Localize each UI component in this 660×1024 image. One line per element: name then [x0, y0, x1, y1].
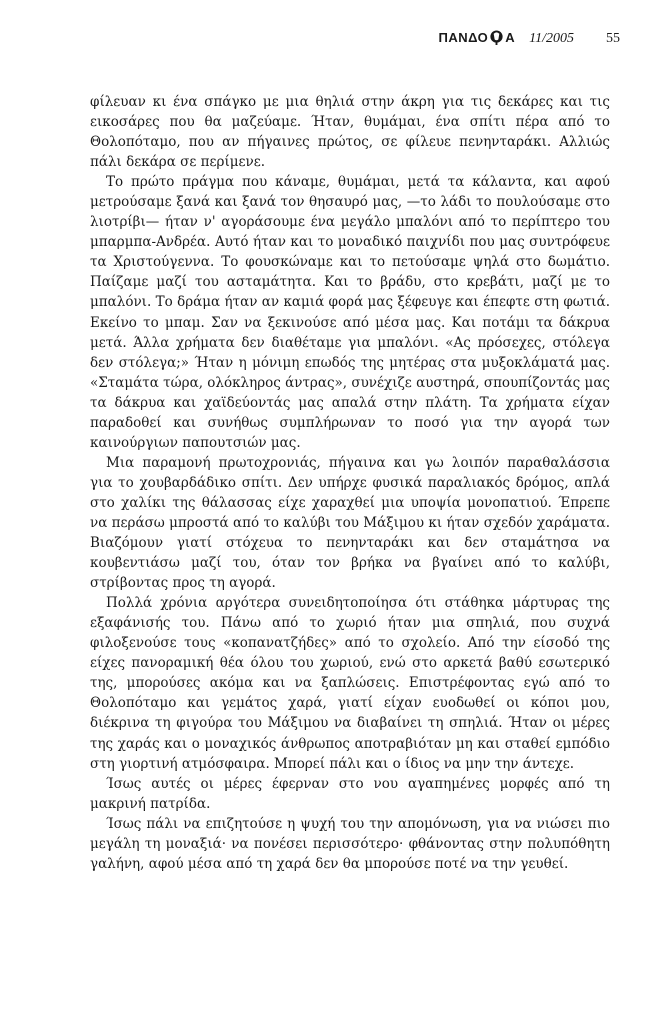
magazine-name-left: ΠΑΝΔΟ — [438, 30, 489, 45]
paragraph: Το πρώτο πράγμα που κάναμε, θυμάμαι, μετά τα κάλαντα, και αφού μετρούσαμε ξανά και ξανά τον θησαυρό μας, —το λάδι το πουλούσαμε στο λιοτρίβι— ήταν ν' αγοράσουμε ένα μεγάλο μπαλόνι από το περίπτερο του μπαρμπα-Ανδρέα. Αυτό ήταν και το μοναδικό παιχνίδι που μας συντρόφευε τα Χριστούγεννα. Το φουσκώναμε και το πετούσαμε ψηλά στο δωμάτιο. Παίζαμε μαζί του ασταμάτητα. Και το βράδυ, στο κρεβάτι, μαζί με το μπαλόνι. Το δράμα ήταν αν καμιά φορά μας ξέφευγε και έπεφτε στη φωτιά. Εκείνο το μπαμ. Σαν να ξεκινούσε από μέσα μας. Και ποτάμι τα δάκρυα μετά. Άλλα χρήματα δεν διαθέταμε για μπαλόνι. «Ας πρόσεχες, στόλεγα δεν στόλεγα;» Ήταν η μόνιμη επωδός της μητέρας στα μυξοκλάματά μας. «Σταμάτα τώρα, ολόκληρος άντρας», συνέχιζε αυστηρά, σπουπίζοντάς μας τα δάκρυα και χαϊδεύοντάς μας απαλά στην πλάτη. Τα χρήματα είχαν παραδοθεί και συνήθως συμπλήρωναν το ποσό για την αγορά των καινούργιων παπουτσιών μας. — [90, 174, 610, 451]
paragraph: Πολλά χρόνια αργότερα συνειδητοποίησα ότι στάθηκα μάρτυρας της εξαφάνισής του. Πάνω από το χωριό ήταν μια σπηλιά, που συχνά φιλοξενούσε τους «κοπανατζήδες» από το σχολείο. Από την είσοδό της είχες πανοραμική θέα όλου του χωριού, ενώ στο αρκετά βαθύ εσωτερικό της, μπορούσες ακόμα και να ξαπλώσεις. Επιστρέφοντας εγώ από το Θολοπόταμο και γεμάτος χαρά, γιατί είχαν ευοδωθεί οι κόποι μου, διέκρινα τη φιγούρα του Μάξιμου να διαβαίνει τη σπηλιά. Ήταν οι μέρες της χαράς και ο μοναχικός άνθρωπος αποτραβιόταν μη και σταθεί εμπόδιο στη γιορτινή ατμόσφαιρα. Μπορεί πάλι και ο ίδιος να μην την άντεχε. — [90, 595, 610, 772]
magazine-name-right: Α — [505, 30, 516, 45]
magazine-logo — [438, 30, 515, 45]
article-body — [90, 92, 610, 874]
page-header — [400, 30, 620, 54]
jar-icon — [489, 30, 504, 45]
paragraph: Ίσως πάλι να επιζητούσε η ψυχή του την απομόνωση, για να νιώσει πιο μεγάλη τη μοναξιά· να πονέσει περισσότερο· φθάνοντας στην πολυπόθητη γαλήνη, αφού μέσα από τη χαρά δεν θα μπορούσε ποτέ να την γευθεί. — [90, 815, 610, 872]
paragraph: φίλευαν κι ένα σπάγκο με μια θηλιά στην άκρη για τις δεκάρες και τις εικοσάρες που θα μαζεύαμε. Ήταν, θυμάμαι, ένα σπίτι πέρα από το Θολοπόταμο, που αν πήγαινες πρώτος, σε φίλευε πενηνταράκι. Αλλιώς πάλι δεκάρα σε περίμενε. — [90, 94, 610, 171]
page-number: 55 — [606, 31, 620, 46]
paragraph: Μια παραμονή πρωτοχρονιάς, πήγαινα και γω λοιπόν παραθαλάσσια για το χουβαρδάδικο σπίτι. Δεν υπήρχε φυσικά παραλιακός δρόμος, απλά στο χαλίκι της θάλασσας είχε χαραχθεί μια υποψία μονοπατιού. Έπρεπε να περάσω μπροστά από το καλύβι του Μάξιμου κι ήταν σχεδόν χαράματα. Βιαζόμουν γιατί στόχευα το πενηνταράκι και δεν σταμάτησα να κουβεντιάσω μαζί του, όταν τον βρήκα να βγαίνει από το καλύβι, στρίβοντας προς τη αγορά. — [90, 454, 610, 592]
paragraph: Ίσως αυτές οι μέρες έφερναν στο νου αγαπημένες μορφές από τη μακρινή πατρίδα. — [90, 775, 610, 812]
issue-number: 11/2005 — [529, 31, 574, 46]
